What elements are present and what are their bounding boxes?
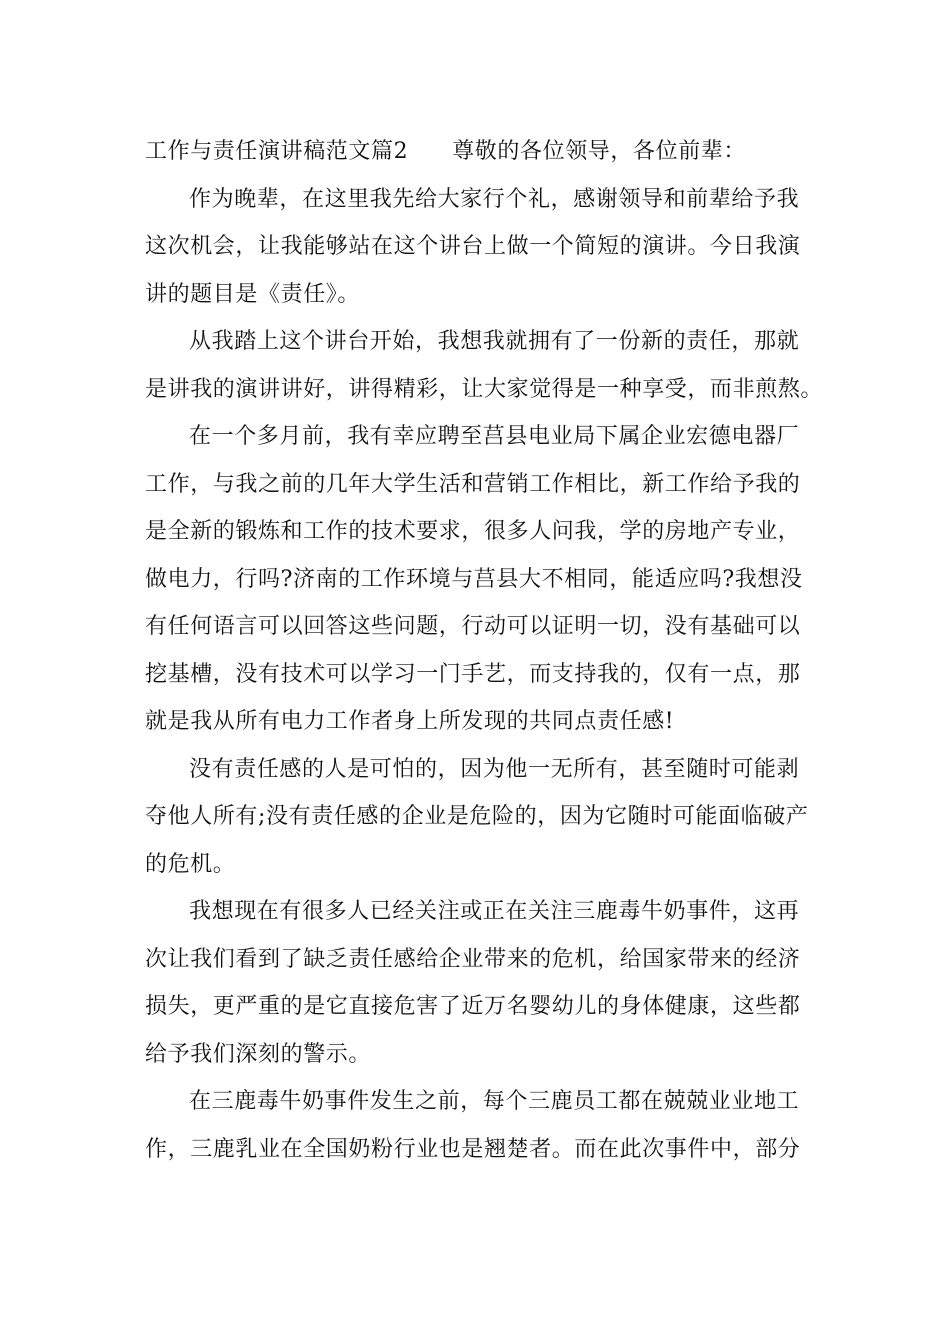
paragraph-4 [145, 746, 809, 889]
paragraph-6 [145, 1078, 805, 1173]
paragraph-line: 在一个多月前，我有幸应聘至莒县电业局下属企业宏德电器厂 [189, 424, 800, 449]
paragraph-line: 就是我从所有电力工作者身上所发现的共同点责任感! [145, 709, 675, 734]
salutation: 尊敬的各位领导，各位前辈： [452, 139, 747, 164]
paragraph-line: 从我踏上这个讲台开始，我想我就拥有了一份新的责任，那就 [189, 329, 800, 354]
heading-line [145, 128, 805, 176]
paragraph-line: 作，三鹿乳业在全国奶粉行业也是翘楚者。而在此次事件中，部分 [145, 1136, 801, 1162]
document-heading: 工作与责任演讲稿范文篇2 [145, 139, 409, 164]
paragraph-line: 夺他人所有;没有责任感的企业是危险的，因为它随时可能面临破产 [145, 804, 809, 829]
paragraph-line: 有任何语言可以回答这些问题，行动可以证明一切，没有基础可以 [145, 614, 801, 639]
paragraph-5 [145, 888, 805, 1078]
paragraph-line: 做电力，行吗?济南的工作环境与莒县大不相同，能适应吗?我想没 [145, 566, 803, 592]
paragraph-line: 这次机会，让我能够站在这个讲台上做一个简短的演讲。今日我演 [145, 234, 801, 259]
paragraph-2 [145, 318, 824, 413]
paragraph-line: 挖基槽，没有技术可以学习一门手艺，而支持我的，仅有一点，那 [145, 661, 801, 687]
document-body [145, 128, 824, 1173]
paragraph-line: 次让我们看到了缺乏责任感给企业带来的危机，给国家带来的经济 [145, 946, 801, 972]
paragraph-1 [145, 176, 805, 319]
paragraph-line: 作为晚辈，在这里我先给大家行个礼，感谢领导和前辈给予我 [189, 186, 800, 212]
paragraph-line: 是全新的锻炼和工作的技术要求，很多人问我，学的房地产专业， [145, 519, 801, 544]
paragraph-line: 是讲我的演讲讲好，讲得精彩，让大家觉得是一种享受，而非煎熬。 [145, 376, 824, 402]
paragraph-line: 工作，与我之前的几年大学生活和营销工作相比，新工作给予我的 [145, 471, 801, 497]
paragraph-line: 讲的题目是《责任》。 [145, 281, 361, 307]
paragraph-line: 没有责任感的人是可怕的，因为他一无所有，甚至随时可能剥 [189, 756, 800, 782]
paragraph-line: 在三鹿毒牛奶事件发生之前，每个三鹿员工都在兢兢业业地工 [189, 1089, 800, 1114]
paragraph-line: 损失，更严重的是它直接危害了近万名婴幼儿的身体健康，这些都 [145, 994, 801, 1019]
paragraph-3 [145, 413, 805, 746]
paragraph-line: 的危机。 [145, 851, 236, 877]
paragraph-line: 给予我们深刻的警示。 [145, 1041, 372, 1067]
paragraph-line: 我想现在有很多人已经关注或正在关注三鹿毒牛奶事件，这再 [189, 899, 800, 924]
